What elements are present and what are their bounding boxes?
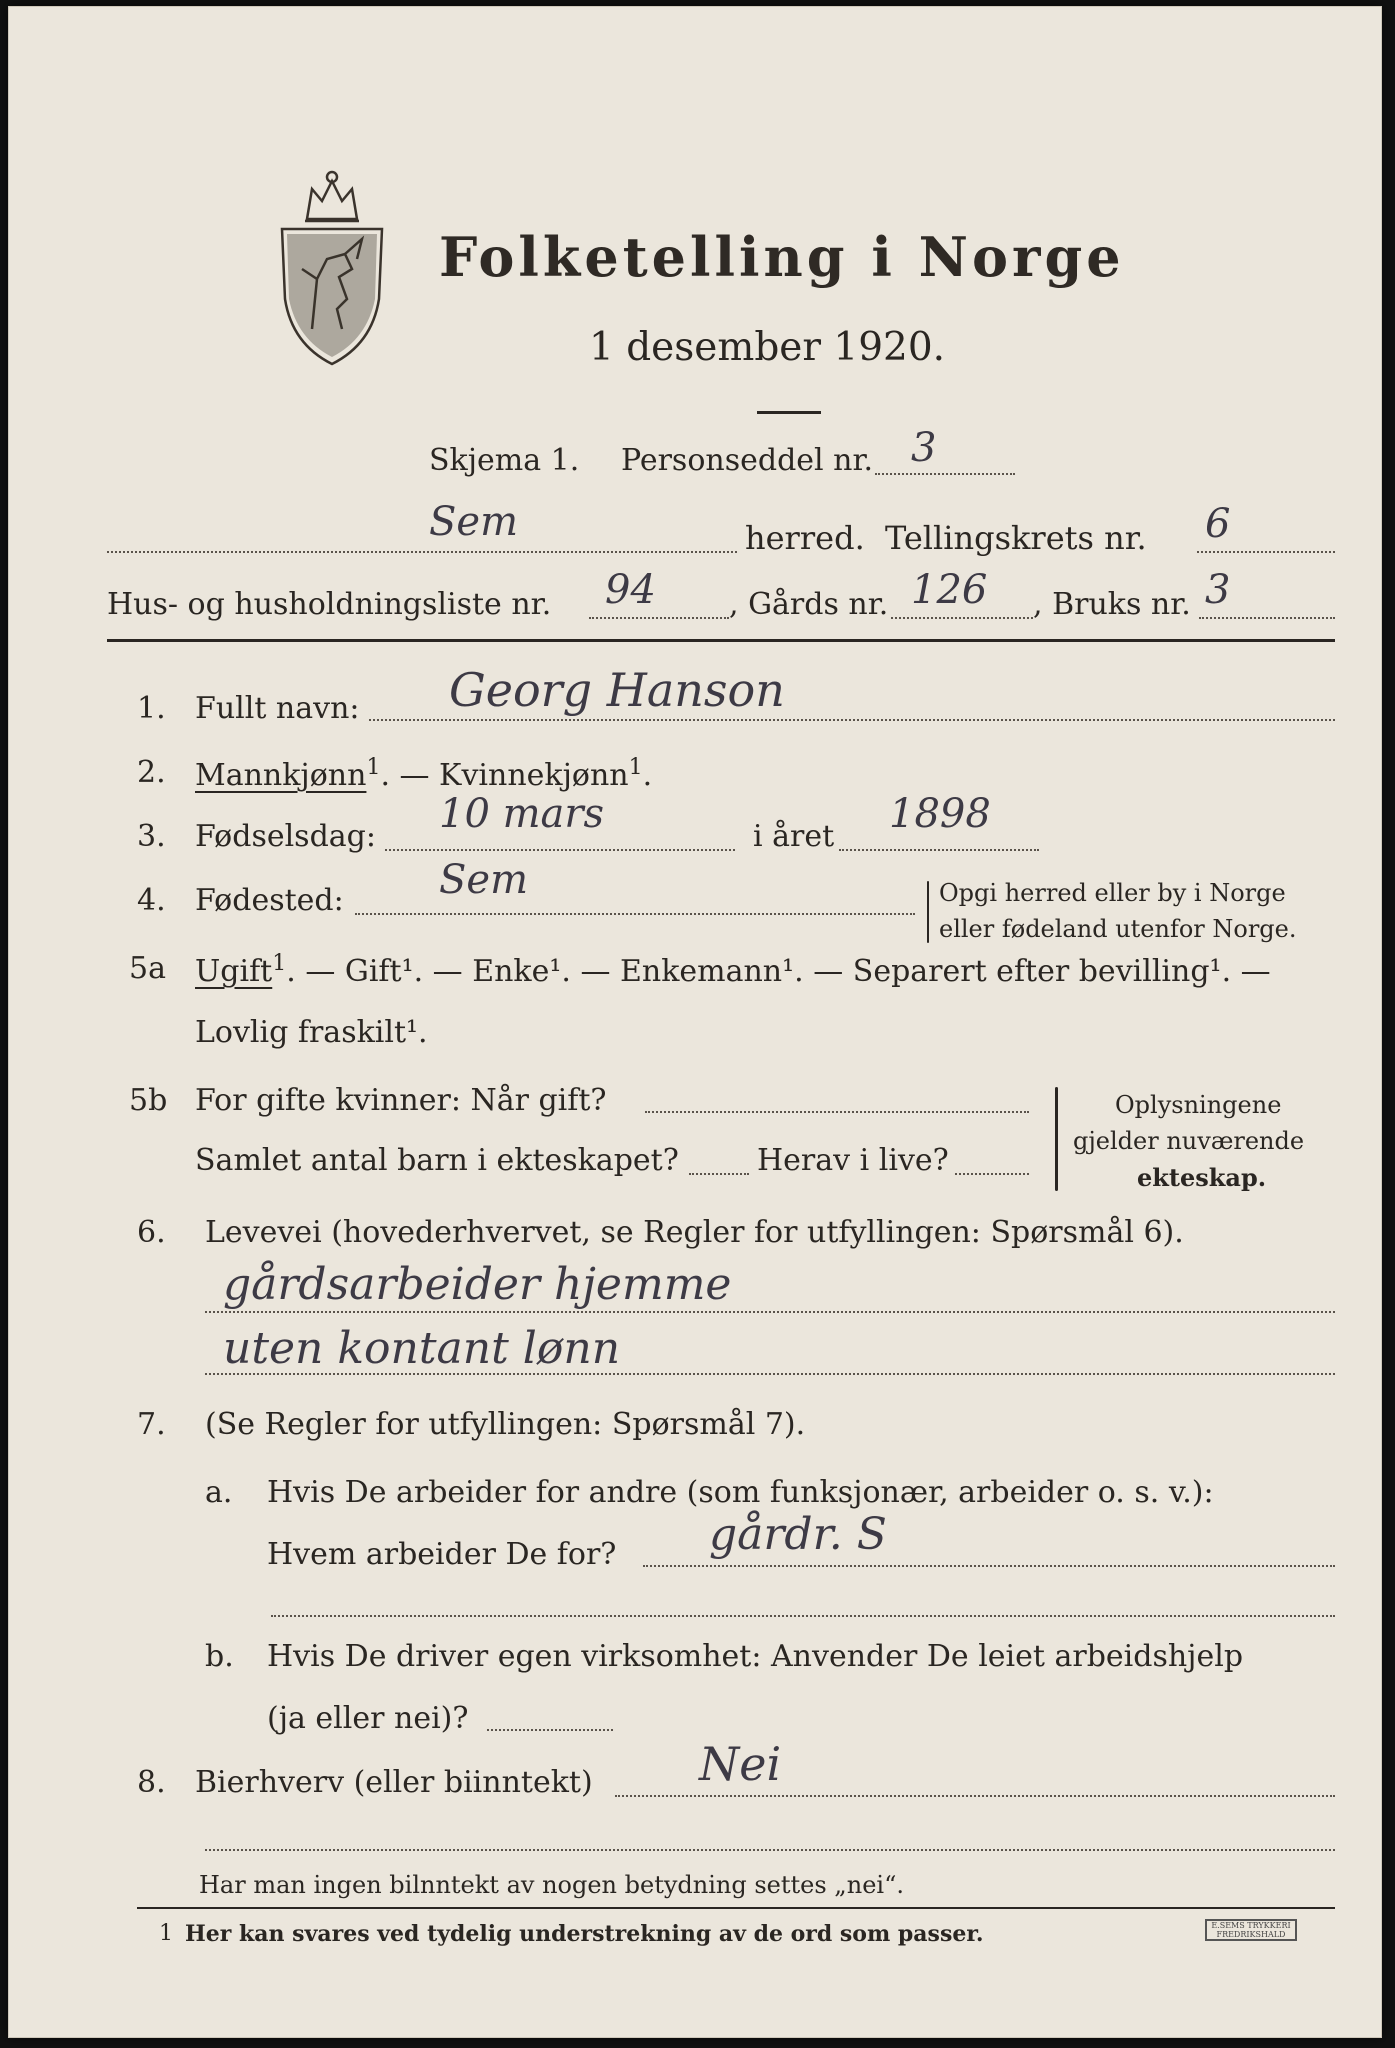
q8-line2 [205,1849,1335,1851]
q7b-label1: Hvis De driver egen virksomhet: Anvender De leiet arbeidshjelp [267,1639,1244,1674]
q2-number: 2. [137,755,166,790]
herred-label: herred. [745,519,865,557]
census-form-page [8,6,1382,2038]
footer-divider [137,1907,1335,1909]
q2-kvinne-option: Kvinnekjønn [439,758,629,793]
q5a-number: 5a [129,951,166,986]
q5b-brace [1055,1087,1058,1191]
tellingskrets-value: 6 [1205,501,1231,547]
gards-label: , Gårds nr. [729,587,889,622]
q7a-value: gårdr. S [709,1509,887,1560]
q1-line [369,719,1335,721]
personseddel-line [875,473,1015,475]
q3-year-line [839,849,1039,851]
q7a-line1 [643,1565,1335,1567]
q5a-other-options: . — Gift¹. — Enke¹. — Enkemann¹. — Separert efter bevilling¹. — [286,954,1271,989]
skjema-label: Skjema 1. [429,443,580,478]
q8-label: Bierhverv (eller biinntekt) [195,1765,593,1800]
q5b-label3: Herav i live? [757,1143,949,1178]
q2-options: Mannkjønn$^1$. — Kvinnekjønn$^1$. [195,755,653,793]
q8-line1 [615,1795,1335,1797]
q6-number: 6. [137,1215,166,1250]
q4-number: 4. [137,883,166,918]
gards-value: 126 [911,567,988,613]
q3-number: 3. [137,819,166,854]
q3-value: 10 mars [439,791,605,837]
tellingskrets-line [1197,551,1335,553]
q5b-number: 5b [129,1083,168,1118]
bruks-line [1199,617,1335,619]
q7a-line2 [271,1615,1335,1617]
bruks-value: 3 [1205,567,1231,613]
herred-value: Sem [429,499,519,545]
footnote-text: Her kan svares ved tydelig understrekning av de ord som passer. [185,1921,984,1947]
personseddel-value: 3 [911,425,937,471]
q4-line [355,913,915,915]
q3-year-value: 1898 [889,791,991,837]
q6-value-line1: gårdsarbeider hjemme [223,1259,732,1310]
printer-stamp: E.SEMS TRYKKERI FREDRIKSHALD [1205,1919,1297,1941]
q1-value: Georg Hanson [449,663,785,717]
q5b-children-line [689,1173,749,1175]
q5a-ugift-option: Ugift [195,954,273,989]
herred-line [107,551,737,553]
q4-label: Fødested: [195,883,344,918]
q7b-label2: (ja eller nei)? [267,1701,469,1736]
q6-line2 [205,1373,1335,1375]
q7-number: 7. [137,1407,166,1442]
gards-line [891,617,1033,619]
q3-line [385,849,735,851]
q7b-line [487,1729,613,1731]
q6-value-line2: uten kontant lønn [223,1323,621,1374]
q5b-married-line [645,1111,1029,1113]
q2-mann-option: Mannkjønn [195,758,367,793]
header-divider [107,639,1335,642]
tellingskrets-label: Tellingskrets nr. [885,519,1147,557]
q2-separator: . — [380,758,440,793]
q6-label: Levevei (hovederhvervet, se Regler for utfyllingen: Spørsmål 6). [205,1215,1184,1250]
q1-number: 1. [137,691,166,726]
q7a-number: a. [205,1475,233,1510]
q1-label: Fullt navn: [195,691,360,726]
q5b-note-line3: ekteskap. [1137,1163,1267,1192]
q8-value: Nei [699,1737,782,1791]
norwegian-coat-of-arms-icon [267,159,397,369]
q4-brace [927,881,929,943]
q5b-label2: Samlet antal barn i ekteskapet? [195,1143,679,1178]
q5b-note-line1: Oplysningene [1115,1091,1282,1119]
q5b-note-line2: gjelder nuværende [1073,1127,1305,1155]
q5a-options: Ugift$^1$. — Gift¹. — Enke¹. — Enkemann¹. — Separert efter bevilling¹. — [195,951,1271,989]
form-title: Folketelling i Norge [439,225,1125,289]
husliste-label: Hus- og husholdningsliste nr. [107,587,552,622]
q8-number: 8. [137,1765,166,1800]
q5b-label1: For gifte kvinner: Når gift? [195,1083,607,1118]
husliste-value: 94 [605,567,656,613]
q4-value: Sem [439,857,529,903]
q6-line1 [205,1311,1335,1313]
q7a-label1: Hvis De arbeider for andre (som funksjonær, arbeider o. s. v.): [267,1475,1214,1510]
q4-note-line2: eller fødeland utenfor Norge. [939,915,1297,943]
q4-note-line1: Opgi herred eller by i Norge [939,879,1286,907]
q3-label: Fødselsdag: [195,819,376,854]
footnote-mark: 1 [159,1921,173,1946]
husliste-line [589,617,729,619]
census-date: 1 desember 1920. [589,325,946,370]
q7a-label2: Hvem arbeider De for? [267,1537,617,1572]
title-divider [757,411,821,414]
q5b-alive-line [955,1173,1029,1175]
q7-label: (Se Regler for utfyllingen: Spørsmål 7). [205,1407,806,1442]
personseddel-label: Personseddel nr. [621,443,874,478]
q5a-line2: Lovlig fraskilt¹. [195,1015,428,1050]
bilnntekt-note: Har man ingen bilnntekt av nogen betydning settes „nei“. [199,1871,904,1899]
q7b-number: b. [205,1639,234,1674]
bruks-label: , Bruks nr. [1033,587,1191,622]
q3-year-label: i året [753,819,835,854]
